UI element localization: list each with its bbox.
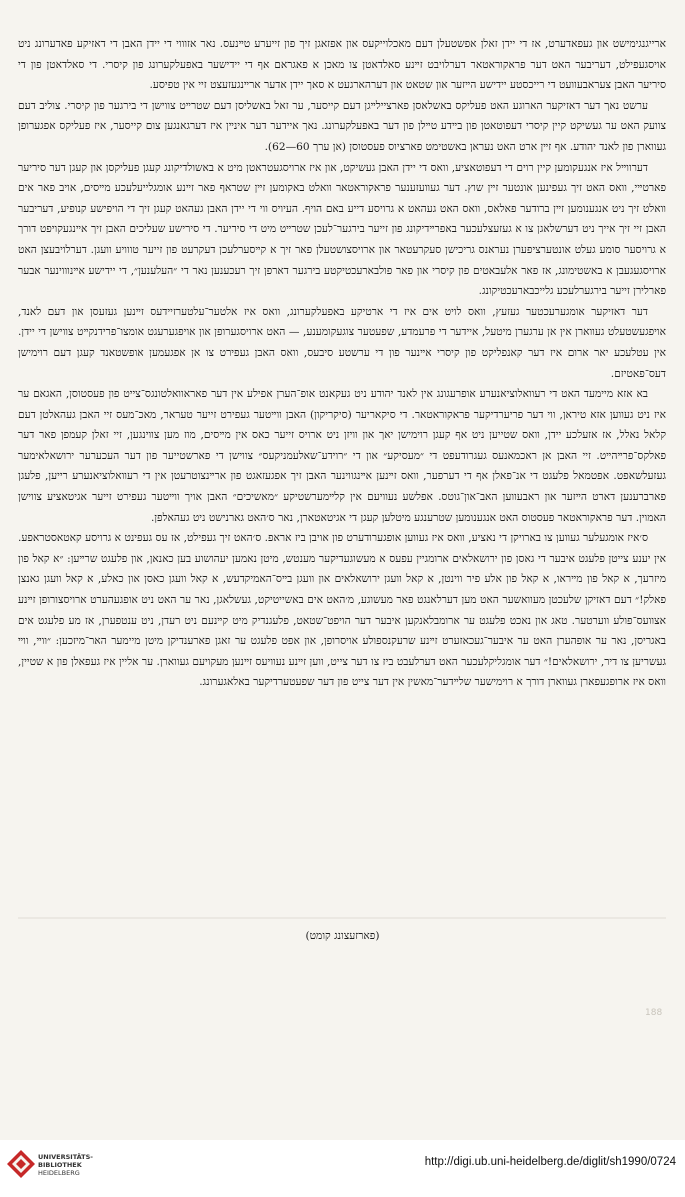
library-name [38, 1153, 158, 1177]
footer-bar [0, 1140, 685, 1197]
library-name-line2: BIBLIOTHEK [38, 1161, 82, 1169]
body-text [18, 34, 666, 693]
faint-bleed-through-lines [18, 914, 666, 922]
library-name-line1: UNIVERSITÄTS- [38, 1153, 93, 1161]
library-logo-icon [6, 1149, 36, 1179]
continuation-note: (פארזעצונג קומט) [305, 930, 380, 942]
source-url-link[interactable]: http://digi.ub.uni-heidelberg.de/diglit/sh1990/0724 [424, 1156, 676, 1168]
page-number: 188 [645, 1008, 663, 1018]
paragraph-4: דער דאזיקער אומגערעכטער געזעץ, וואס לויט אים איז די ארטיקע באפעלקערונג, וואס איז אלטער־עלטערזיידעס זײנען געזעסן און דעם לאנד, אויפגעשטעלט געווארן אין אן ערגערן מיטעל, איידער די פרעמדע, שפעטער צוגעקומענע, — האט ארויסגערופן און אויפגערעגט אומצו־פרידנקײט צווישן די יידן. אין עטלעכע יאר ארום איז דער קאנפליקט פון קיסרי אײנער פון די ערשטע סיבעס, וואס האבן געפירט צו אן אפגעמען אופשטאנד קעגן דעם רוימישן דעס־פאטיזם. [18, 305, 666, 380]
paragraph-5: בא אזא מיימעד האט די רעוואלוציאנערע אופרעגונג אין לאנד יהודע ניט געקאנט אופ־הערן אפילע אין דער פאראוואלטונגס־צייט פון פעסטוסן, האגאם ער איז ניט געווען אזא טיראן, ווי דער פריערדיקער פראקוראטאר. די סיקאריער (סיקריקון) האבן ווײטער געפירט זייער טעראר, מאכ־מעס זיי האבן געהאלטן דעם קלאל נאלל, אז אזעלכע יידן, וואס שטייען ניט אף קעגן רוימישן יאך און וויזן ניט ארויס זייער כאס אין מײסים, מוז מען צווינגען, זיי זאלן קעמפן פאר דער פאלקס־פרײהײט. זיי האבן אן ראכמאנעס געגרודעפט די ״מעסיקע״ און די ״רוידע־שאלעמניקעס״ צווישן די פארשטייער פון דער העכערער ירושאלאימער געזעלשאפט. אפטמאל פלעגט די אנ־פאלן אף די דערפער, וואס זײנען אײנגווינער האבן זיך אפגעזאגט פון ארײנצוטרעטן אין די רעוואלוציאנערע רייען, פלעגן פארברענען דארט הײזער און ראבעווען האב־און־גוטס. אפלשע נעוויעם אין קלײמערשטיקע ״מאשיכים״ האבן אויך ווײטער געפירט זייער אגיטאציע צווישן האמוין. דער פראקוראטאר פעסטוס האט אנגענומען שטרענגע מיטלען קעגן די אגיטאטארן, נאר ס׳האט גארנישט ניט געהאלפן. [18, 388, 666, 524]
paragraph-3: דערווײל איז אנגעקומען קיין רוים די דעפוטאציע, וואס די יידן האבן געשיקט, און איז ארויסגעטראטן מיט א באשולדיקונג קעגן פעליקסן און קעגן דער סיריער פארטײי, וואס האט זיך געפינען אונטער זײן שוץ. דער געוועזענער פראקוראטאר וואלט באקומען זײן שטראף פאר זײנע אומגלייעלעכע מײסים, אויב פאר אים וואלט זיך ניט אנגענומען זײן ברודער פאלאס, וואס האט געהאט א גרויסע דייע באם הויף. העיויס ווי די יידן האבן געהאט קעגן זיך די הויפישע קנופיע, דעריבער האבן זיי זיך אייך ניט דערשלאגן צו א געזעצלעכער באפרײדיקונג פון זייער בירגער־לעכן שטרײט מיט די סיריער. די סירישע שעליכים האבן זיך אײנגעקויפט דורך א גרויסער סומע געלט אונטערציפערן נעראנס גריכישן סעקרעטאר און ארויסצושטעלן פאר זיך א קײסערלעכן דעקרעט פון זייער טווויע וועגן. דערלויבעצן האט ארויסגעגעבן א באשטימונג, אז פאר אלעבאטים פון קיסרי און פאר פולבארעכטיקטע בירגער דארפן זיך רעכענען נאר די ״העלענען״, די יידישע אײנוווינער אבער פארלירן זייער בירגערלעכע גלייכבארעכטיקונג. [18, 161, 666, 298]
paragraph-1: ארייגנגימישט און געפאדערט, אז די יידן זאלן אפשטעלן דעם מאכלוייקעס און אפזאגן זיך פון זייערע טײנעס. נאר אזוווי די יידן האבן די דאזיקע פאדערונג ניט אויסגעפילט, דעריבער האט דער פראקוראטאר דערלויבט זײנע סאלדאטן צו מאכן א פאגראם אף די יידישער באפעלקערונג פון קיסרי. די סאלדאטן פון די סיריער האבן צעראבעוועט די רייכסטע יידישע הײזער און שטאט און דערהארגעט א סאך יידן אדער ארײנגעזעצט זיי אין טפיסע. [18, 38, 666, 92]
paragraph-6: ס׳איז אומגעלער געווען צו בארויקן די נאציע, וואס איז געווען אופגערודערט פון אויבן ביז אראפ. ס׳האט זיך געפילט, אז עס געפינט א גרויסע קאטאסטראפע. אין יענע צייטן פלעגט איבער די גאסן פון ירושאלאים ארומגיין עפעס א מעשוגעדיקער מענטש, מיטן נאמען יעהושוע בען כאנאן, און פלעגט שרײען: ״א קאל פון מיזרעך, א קאל פון מײראו, א קאל פון אלע פיר ווינטן, א קאל וועגן ירושאלאים און וועגן בײס־האמיקדעש, א קאל וועגן כאסן און כאלע, א קאל וועגן גאנצן פאלק!״ דעם דאזיקן שלעכטן מעוואשער האט מען דערלאנגט פאר מעשוגע, מ׳האט אים באשייטיקט, געשלאגן, נאר ער האט ניט אופגעהערט ארויסצורופן זײנע אצוועס־פולע ווערטער. טאג און נאכט פלעגט ער ארומבלאנקען איבער דער הויפט־שטאט, פלעגנדיק מיט קײנעם ניט רעדן, ניט ענטפערן, אז מע פלעגט אים באגריסן, נאר ער אופהערן האט ער איבער־געכאזערט זײנע שרעקנספולע אויסרופן, און אפט פלעגט ער זאגן פארענדיקן מיטן מיימער האר־מיזכען: ״ווײ, ווײ געשריען צו דיר, ירושאלאים!״ דער אומגליקלעכער האט דערלעבט ביז צו דער צייט, ווען זײנע נעוויעס זײנען מעקויעם געווארן. ער אליין איז געפאלן פון א שטיין, וואס איז ארופגעפארן געווארן דורך א רוימישער שלײדער־מאשין אין דער צייט פון דער שפעטערדיקער באלאגערונג. [18, 532, 666, 689]
paragraph-2: ערשט נאך דער דאזיקער הארוגע האט פעליקס באשלאסן פארציילײגן דעם קייסער, ער זאל באשליסן דעם שטרײט צווישן די בירגער פון קיסרי. צוליב דעם צוועק האט ער געשיקט קיין קיסרי דעפוטאטן פון בײדע טײלן פון דער באפעלקערונג. נאך איידער דער אינײן איז דערגאנגען צום קייסער, איז פעליקס אפגערופן געווארן פון לאנד יהודע. אף זײן ארט האט נעראן באשטימט פארציוס פעסטוסן (אן ערך 60—62). [18, 99, 666, 153]
library-city: HEIDELBERG [38, 1169, 80, 1177]
